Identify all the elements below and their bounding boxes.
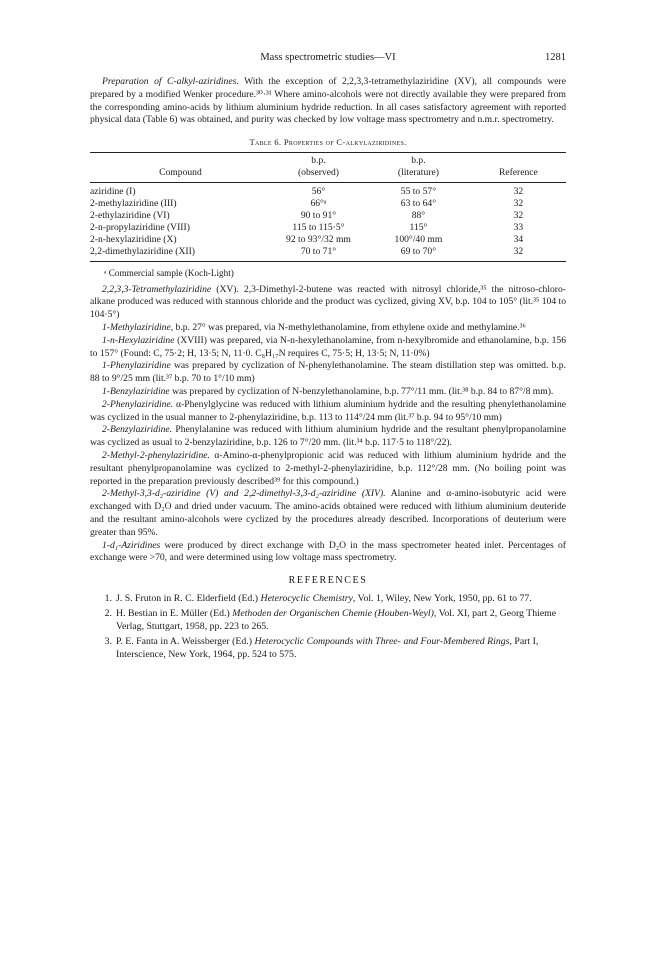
paragraph-lead: 2-Phenylaziridine. [102, 398, 174, 410]
cell-compound: aziridine (I) [90, 186, 136, 198]
reference-item [90, 635, 566, 662]
table-row [90, 246, 566, 258]
references-heading: REFERENCES [288, 575, 368, 587]
cell-bp-literature: 69 to 70° [400, 245, 437, 257]
cell-reference: 32 [513, 186, 524, 198]
running-title: Mass spectrometric studies—VI [260, 52, 396, 63]
cell-bp-literature: 88° [411, 210, 426, 221]
table-row [90, 222, 566, 234]
table-header-row [90, 153, 566, 181]
cell-bp-literature: 100°/40 mm [394, 233, 443, 245]
cell-compound: 2-ethylaziridine (VI) [90, 210, 170, 221]
paragraph-lead: 2-Benzylaziridine. [102, 424, 173, 436]
reference-number: 1. [104, 593, 112, 605]
paragraph-text: (XVIII) was prepared, via N-n-hexylethanolamine, from n-hexylbromide and ethanolamine, b.p. 156 to 157° (Found: C, 75·2; H, 13·5; N, 11·0. C₈H₁₇N requires C, 75·5; H, 13·5; N, 11·0%) [90, 334, 566, 359]
reference-authors: J. S. Fruton in R. C. Elderfield (Ed.) [116, 593, 261, 605]
table-row [90, 198, 566, 210]
reference-details: , Part I, Interscience, New York, 1964, pp. 524 to 575. [116, 635, 539, 661]
cell-bp-literature: 115° [409, 221, 428, 233]
reference-authors: P. E. Fanta in A. Weissberger (Ed.) [116, 635, 255, 647]
reference-number: 3. [104, 635, 112, 647]
properties-table [90, 153, 566, 261]
paragraph-text: were produced by direct exchange with D₂O in the mass spectrometer heated inlet. Percentages of exchange were >70, and were determined using low voltage mass spectrometry. [90, 539, 566, 564]
intro-text: With the exception of 2,2,3,3-tetramethylaziridine (XV), all compounds were prepared by a modified Wenker procedure.³⁰·³¹ Where amino-alcohols were not directly available they were prepared from the corresponding amino-acids by lithium aluminium hydride reduction. In all cases satisfactory agreement with reported physical data (Table 6) was obtained, and purity was checked by low voltage mass spectrometry and n.m.r. spectrometry. [90, 76, 566, 126]
body-paragraph [90, 424, 566, 450]
paragraph-text: b.p. 27° was prepared, via N-methylethanolamine, from ethylene oxide and methylamine.³⁶ [173, 322, 526, 334]
table-row [90, 210, 566, 222]
table-caption-text: Properties of C-alkylaziridines. [283, 137, 407, 148]
reference-number: 2. [104, 607, 112, 619]
cell-reference: 32 [513, 210, 524, 221]
cell-compound: 2-methylaziridine (III) [90, 198, 177, 210]
cell-bp-observed: 115 to 115·5° [292, 221, 345, 233]
table-bottom-rule [90, 261, 566, 262]
reference-title: Heterocyclic Chemistry [260, 593, 353, 605]
cell-bp-observed: 92 to 93°/32 mm [286, 233, 351, 245]
cell-bp-observed: 56° [311, 186, 326, 198]
table-footnote: ᵃ Commercial sample (Koch-Light) [104, 267, 234, 278]
reference-authors: H. Bestian in E. Müller (Ed.) [116, 607, 233, 619]
cell-reference: 32 [513, 245, 524, 257]
reference-item [90, 607, 566, 634]
cell-compound: 2,2-dimethylaziridine (XII) [90, 245, 195, 257]
cell-bp-literature: 63 to 64° [400, 198, 437, 210]
body-paragraph [90, 450, 566, 488]
cell-bp-literature: 55 to 57° [400, 186, 437, 198]
reference-title: Methoden der Organischen Chemie (Houben-Weyl) [232, 607, 434, 619]
paragraph-lead: 1-Methylaziridine, [102, 322, 174, 334]
header-reference: Reference [498, 167, 538, 179]
table-caption [90, 137, 566, 147]
journal-page [90, 52, 566, 663]
body-paragraph [90, 540, 566, 566]
intro-paragraph [90, 76, 566, 127]
paragraph-text: (XV). 2,3-Dimethyl-2-butene was reacted with nitrosyl chloride,³⁵ the nitroso-chloro-alkane produced was reduced with stannous chloride and the product was cyclized, giving XV, b.p. 104 to 105° (lit.³⁵ 104 to 104·5°) [90, 283, 566, 321]
body-paragraph [90, 488, 566, 539]
paragraph-text: was prepared by cyclization of N-phenylethanolamine. The steam distillation step was omitted. b.p. 88 to 9°/25 mm (lit.³⁷ b.p. 70 to 1°/10 mm) [90, 360, 566, 385]
body-paragraph [90, 386, 566, 399]
reference-details: , Vol. XI, part 2, Georg Thieme Verlag, Stuttgart, 1958, pp. 223 to 265. [116, 607, 557, 633]
paragraph-text: Phenylalanine was reduced with lithium aluminium hydride and the resultant phenylpropanolamine was cyclized as usual to 2-benzylaziridine, b.p. 126 to 7°/20 mm. (lit.³⁴ b.p. 117·5 to 118°/22). [90, 424, 566, 449]
body-paragraph [90, 399, 566, 425]
header-bp-observed: b.p. (observed) [297, 155, 339, 179]
cell-reference: 34 [513, 233, 524, 245]
intro-heading: Preparation of C-alkyl-aziridines. [102, 76, 239, 87]
table-caption-prefix: Table 6. [249, 137, 282, 148]
paragraph-lead: 1-Phenylaziridine [102, 360, 171, 372]
page-number: 1281 [545, 52, 566, 63]
header-bp-literature: b.p. (literature) [397, 155, 439, 179]
paragraph-lead: 2-Methyl-2-phenylaziridine. [102, 449, 210, 461]
page-header [90, 52, 566, 68]
paragraph-lead: 1-n-Hexylaziridine [102, 334, 175, 346]
references-list [90, 592, 566, 662]
body-paragraph [90, 284, 566, 322]
body-paragraph [90, 322, 566, 335]
cell-reference: 33 [513, 221, 524, 233]
paragraph-text: Alanine and α-amino-isobutyric acid were exchanged with D₂O and dried under vacuum. The amino-acids obtained were reduced with lithium aluminium deuteride and the resultant amino-alcohols were cyclized by the procedures already described. Incorporations of deuterium were greater than 95%. [90, 488, 566, 538]
cell-compound: 2-n-hexylaziridine (X) [90, 233, 177, 245]
paragraph-lead: 2,2,3,3-Tetramethylaziridine [102, 283, 212, 295]
reference-item [90, 592, 566, 606]
cell-bp-observed: 70 to 71° [300, 245, 337, 257]
table-header-rule [90, 182, 566, 183]
cell-bp-observed: 90 to 91° [300, 210, 337, 221]
paragraph-lead: 2-Methyl-3,3-d₂-aziridine (V) and 2,2-dimethyl-3,3-d₂-aziridine (XIV). [102, 488, 386, 500]
header-compound: Compound [159, 167, 202, 179]
body-paragraph [90, 360, 566, 386]
paragraph-text: was prepared by cyclization of N-benzylethanolamine, b.p. 77°/11 mm. (lit.³⁸ b.p. 84 to 87°/8 mm). [169, 386, 554, 397]
body-paragraph [90, 335, 566, 361]
paragraph-text: α-Amino-α-phenylpropionic acid was reduced with lithium aluminium hydride and the resultant phenylpropanolamine was cyclized to 2-methyl-2-phenylaziridine, b.p. 112°/28 mm. (No boiling point was reported in the preparation previously described³⁹ for this compound.) [90, 449, 566, 487]
cell-reference: 32 [513, 198, 524, 210]
paragraph-lead: 1-Benzylaziridine [102, 386, 170, 397]
reference-title: Heterocyclic Compounds with Three- and Four-Membered Rings [254, 635, 510, 647]
paragraph-text: α-Phenylglycine was reduced with lithium aluminium hydride and the resulting phenylethanolamine was cyclized in the usual manner to 2-phenylaziridine, b.p. 113 to 114°/24 mm (lit.³⁷ b.p. 94 to 95°/10 mm) [90, 398, 566, 423]
cell-compound: 2-n-propylaziridine (VIII) [90, 221, 190, 233]
cell-bp-observed: 66°ᵃ [310, 198, 327, 210]
reference-details: , Vol. 1, Wiley, New York, 1950, pp. 61 to 77. [352, 593, 532, 605]
paragraph-lead: 1-d₁-Aziridines [102, 539, 161, 551]
table-row [90, 186, 566, 198]
table-row [90, 234, 566, 246]
